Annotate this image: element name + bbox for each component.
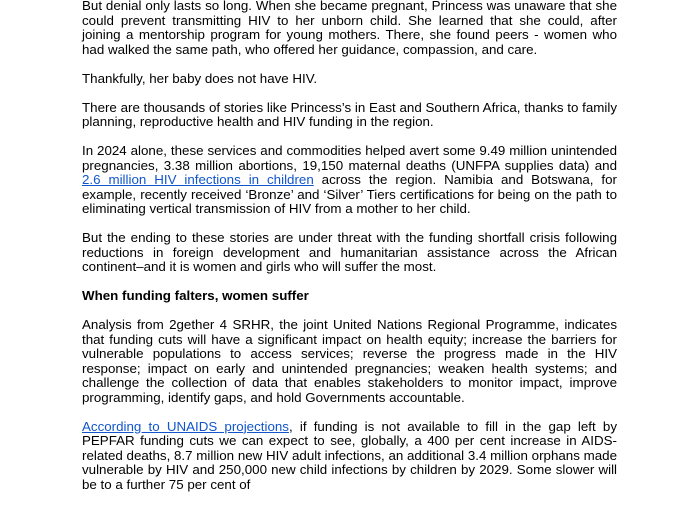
paragraph-denial: But denial only lasts so long. When she became pregnant, Princess was unaware that she could prevent transmitting HIV to her unborn child. She learned that she could, after joining a mentorship program for young mothers. There, she found peers - women who had walked the same path, who offered her guidance, compassion, and care.	[82, 0, 617, 57]
paragraph-unaids	[82, 420, 617, 493]
paragraph-thousands-stories: There are thousands of stories like Princess’s in East and Southern Africa, thanks to family planning, reproductive health and HIV funding in the region.	[82, 99, 617, 129]
paragraph-baby-status: Thankfully, her baby does not have HIV.	[82, 70, 318, 86]
hiv-infections-link[interactable]: 2.6 million HIV infections in children	[82, 172, 314, 187]
unaids-projections-link[interactable]: According to UNAIDS projections	[82, 418, 289, 434]
article-body	[82, 0, 617, 507]
text-unaids-projection: , if funding is not available to fill in the gap left by PEPFAR funding cuts we can expect to see, globally, a 400 per cent increase in AIDS-related deaths, 8.7 million new HIV adult infections, an additional 3.4 million orphans made vulnerable by HIV and 250,000 new child infections by children by 2029. Some slower will be to a further 75 per cent of	[82, 418, 617, 492]
paragraph-analysis: Analysis from 2gether 4 SRHR, the joint United Nations Regional Programme, indicates that funding cuts will have a significant impact on health equity; increase the barriers for vulnerable populations to access services; reverse the progress made in the HIV response; impact on early and unintended pregnancies; weaken health systems; and challenge the collection of data that enables stakeholders to monitor impact, improve programming, identify gaps, and hold Governments accountable.	[82, 317, 617, 405]
text-2024-impact-start: In 2024 alone, these services and commodities helped avert some 9.49 million unintended pregnancies, 3.38 million abortions, 19,150 maternal deaths (UNFPA supplies data) and	[82, 143, 617, 173]
paragraph-funding-threat: But the ending to these stories are under threat with the funding shortfall crisis following reductions in foreign development and humanitarian assistance across the African continent–and it is women and girls who will suffer the most.	[82, 230, 617, 274]
section-heading: When funding falters, women suffer	[82, 288, 309, 303]
text-2024-impact-end: across the region. Namibia and Botswana, for example, recently received ‘Bronze’ and ‘Silver’ Tiers certifications for being on the path to eliminating vertical transmission of HIV from a mother to her child.	[82, 172, 617, 216]
paragraph-2024-impact	[82, 144, 617, 217]
